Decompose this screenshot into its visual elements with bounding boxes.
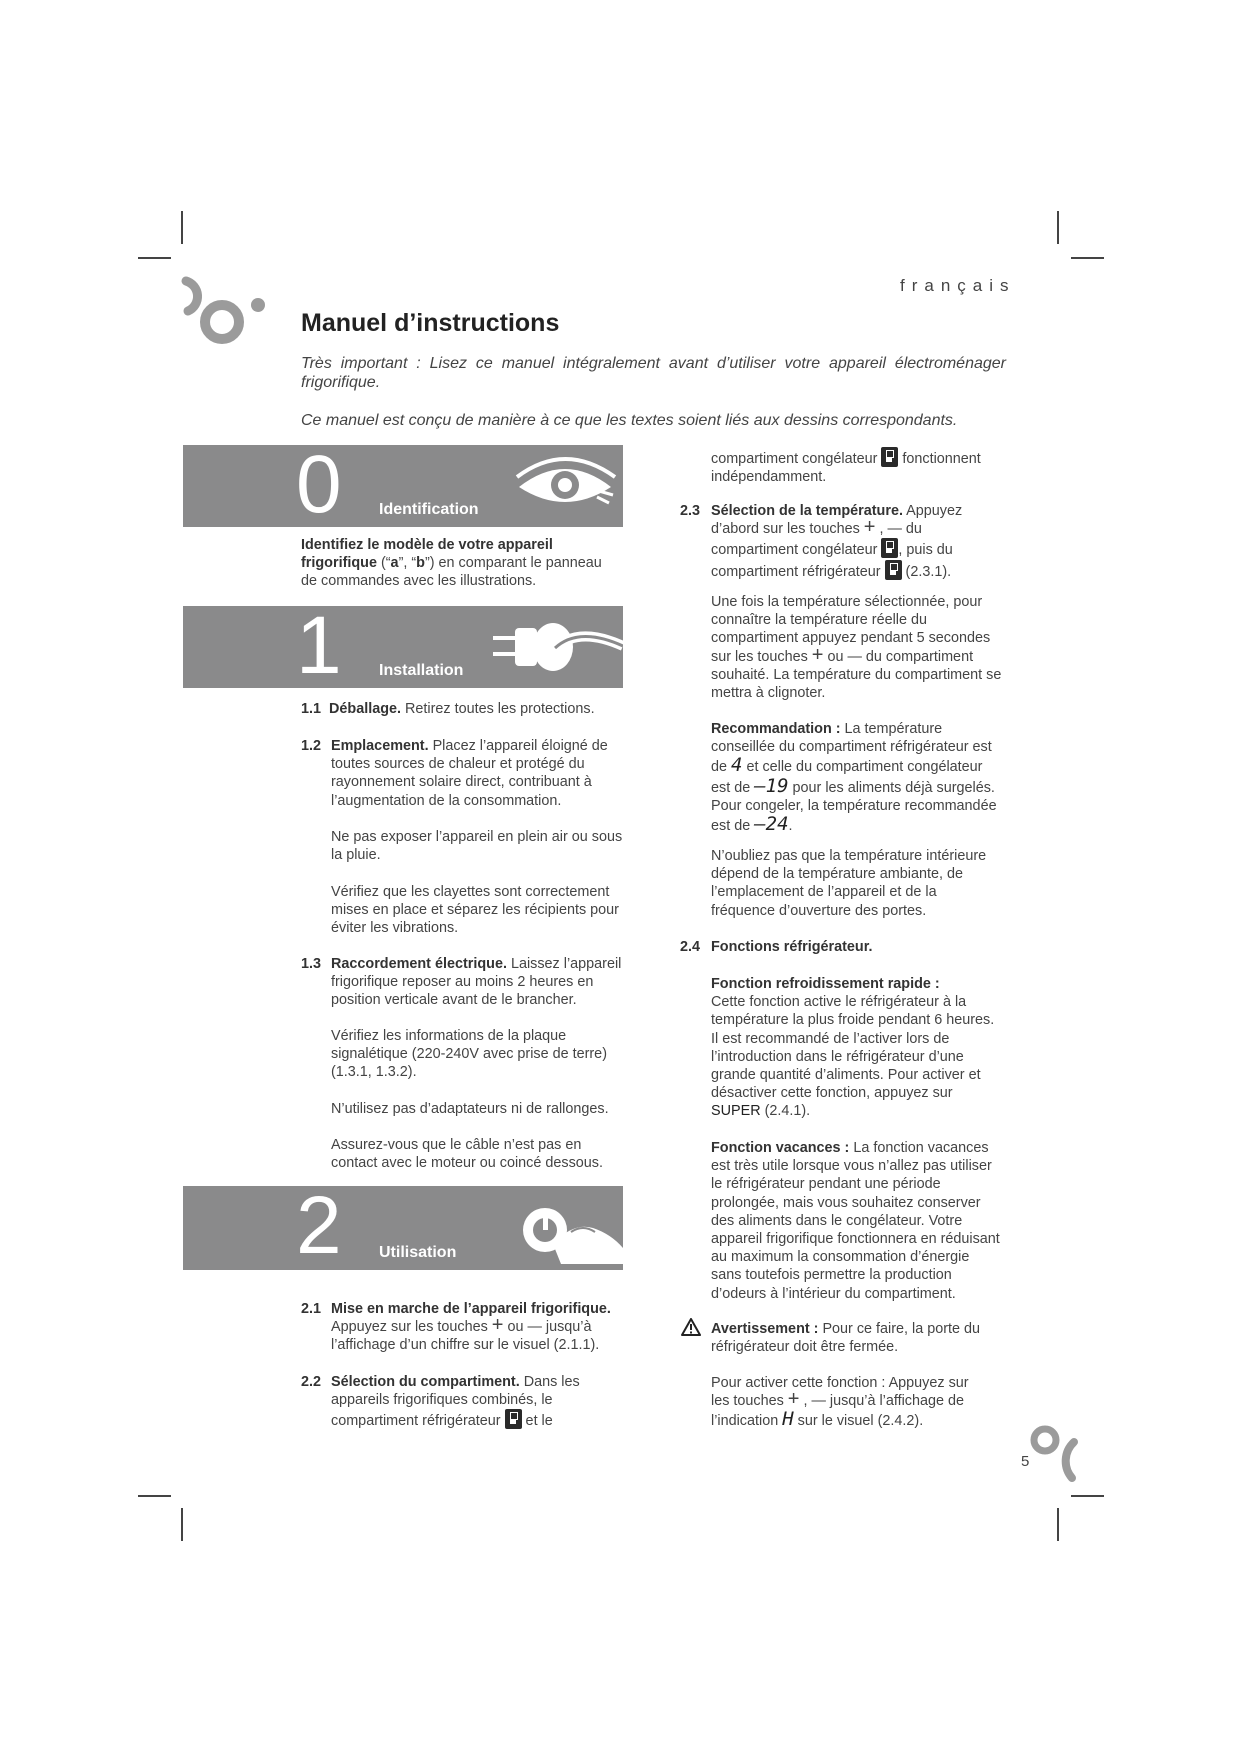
section-number: 0 — [296, 439, 342, 530]
warning-text: Avertissement : Pour ce faire, la porte du réfrigérateur doit être fermée. — [711, 1321, 981, 1356]
intro-note: Ce manuel est conçu de manière à ce que les textes soient liés aux dessins correspondants. — [301, 412, 958, 429]
warning-icon — [681, 1318, 701, 1336]
section-2-1-text: Mise en marche de l’appareil frigorifique. Appuyez sur les touches + ou — jusqu’à l’affichage d’un chiffre sur le visuel (2.1.1). — [331, 1301, 611, 1354]
section-2-3-num: 2.3 — [680, 503, 701, 519]
section-2-2-text: Sélection du compartiment. Dans les appareils frigorifiques combinés, le compartiment réfrigérateur et le — [331, 1374, 580, 1430]
section-label: Installation — [379, 662, 464, 679]
brand-logo-icon — [178, 275, 278, 350]
section-1-3-text: Raccordement électrique. Laissez l’appareil frigorifique reposer au moins 2 heures en position verticale avant de le brancher. — [331, 956, 622, 1009]
section-2-4-title: Fonctions réfrigérateur. — [711, 939, 873, 955]
section-band-utilisation — [183, 1180, 623, 1271]
section-2-4-num: 2.4 — [680, 939, 701, 955]
crop-mark — [1057, 1508, 1059, 1541]
section-1-1: 1.1 Déballage. Retirez toutes les protections. — [301, 701, 595, 717]
holiday-activate-text: Pour activer cette fonction : Appuyez sur les touches + , — jusqu’à l’affichage de l’indication H sur le visuel (2.4.2). — [711, 1375, 969, 1431]
section-2-2-continued: compartiment congélateur fonctionnent indépendamment. — [711, 447, 1001, 486]
section-1-2-para-2: Ne pas exposer l’appareil en plein air ou sous la pluie. — [331, 829, 623, 864]
section-band-installation — [183, 600, 623, 691]
crop-mark — [1071, 1495, 1104, 1497]
language-label: français — [900, 276, 1016, 295]
recommendation-text: Recommandation : La température conseillée du compartiment réfrigérateur est de 4 et celle du compartiment congélateur est de –19 pour les aliments déjà surgelés. Pour congeler, la température recommandée est de –24. — [711, 721, 997, 836]
power-button-icon — [513, 1198, 623, 1264]
holiday-function-text: Fonction vacances : La fonction vacances est très utile lorsque vous n’allez pas utiliser le réfrigérateur pendant une période prolongée, mais vous souhaitez conserver des aliments dans le congélateur. Votre appareil frigorifique fonctionnera en réduisant au maximum la consommation d’énergie sans toutefois permettre la production d’odeurs à l’intérieur du compartiment. — [711, 1140, 1000, 1302]
quick-cool-text: Fonction refroidissement rapide : Cette fonction active le réfrigérateur à la température la plus froide pendant 6 heures. Il est recommandé de l’activer lors de l’introduction dans le réfrigérateur d’une grande quantité d’aliments. Pour activer et désactiver cette fonction, appuyez sur SUPER (2.4.1). — [711, 976, 995, 1120]
section-1-3-para-3: N’utilisez pas d’adaptateurs ni de rallonges. — [331, 1101, 609, 1117]
section-1-3-para-2: Vérifiez les informations de la plaque signalétique (220-240V avec prise de terre) (1.3.1, 1.3.2). — [331, 1028, 607, 1081]
page-number: 5 — [1021, 1453, 1030, 1470]
section-label: Utilisation — [379, 1244, 457, 1261]
page-title: Manuel d’instructions — [301, 309, 560, 337]
display-value: –24 — [754, 813, 789, 836]
crop-mark — [181, 1508, 183, 1541]
eye-icon — [513, 455, 618, 517]
plug-icon — [489, 618, 623, 678]
intro-warning: Très important : Lisez ce manuel intégralement avant d’utiliser votre appareil électroménager frigorifique. — [301, 355, 1006, 391]
brand-logo-icon — [1030, 1420, 1082, 1482]
section-1-3-para-4: Assurez-vous que le câble n’est pas en contact avec le moteur ou coincé dessous. — [331, 1137, 603, 1172]
display-value: H — [782, 1408, 794, 1431]
section-label: Identification — [379, 501, 479, 518]
freezer-compartment-icon — [881, 447, 898, 467]
fridge-compartment-icon — [885, 560, 902, 580]
section-2-3-para-2: Une fois la température sélectionnée, pour connaître la température réelle du compartiment appuyez pendant 5 secondes sur les touches + ou — du compartiment souhaité. La température du compartiment se mettra à clignoter. — [711, 594, 1002, 702]
section-number: 2 — [296, 1180, 342, 1271]
section-2-3-text: Sélection de la température. Appuyez d’abord sur les touches + , — du compartiment congélateur , puis du compartiment réfrigérateur (2.3.1). — [711, 503, 963, 580]
section-1-3-num: 1.3 — [301, 956, 322, 972]
crop-mark — [138, 257, 171, 259]
super-key-label: SUPER — [711, 1103, 761, 1120]
fridge-compartment-icon — [505, 1409, 522, 1429]
crop-mark — [1057, 211, 1059, 244]
display-value: –19 — [754, 774, 789, 797]
section-2-3-para-4: N’oubliez pas que la température intérieure dépend de la température ambiante, de l’emplacement de l’appareil et de la fréquence d’ouverture des portes. — [711, 848, 987, 919]
identification-text: Identifiez le modèle de votre appareil frigorifique (“a”, “b”) en comparant le panneau de commandes avec les illustrations. — [301, 537, 602, 590]
display-value: 4 — [731, 754, 743, 777]
section-number: 1 — [296, 600, 342, 691]
section-2-2-num: 2.2 — [301, 1374, 322, 1390]
freezer-compartment-icon — [881, 538, 898, 558]
section-band-identification — [183, 439, 623, 530]
section-1-2-text: Emplacement. Placez l’appareil éloigné de toutes sources de chaleur et protégé du rayonnement solaire direct, contribuant à l’augmentation de la consommation. — [331, 738, 608, 809]
crop-mark — [138, 1495, 171, 1497]
section-1-2-num: 1.2 — [301, 738, 322, 754]
crop-mark — [181, 211, 183, 244]
crop-mark — [1071, 257, 1104, 259]
section-2-1-num: 2.1 — [301, 1301, 322, 1317]
section-1-2-para-3: Vérifiez que les clayettes sont correctement mises en place et séparez les récipients pour éviter les vibrations. — [331, 884, 619, 937]
